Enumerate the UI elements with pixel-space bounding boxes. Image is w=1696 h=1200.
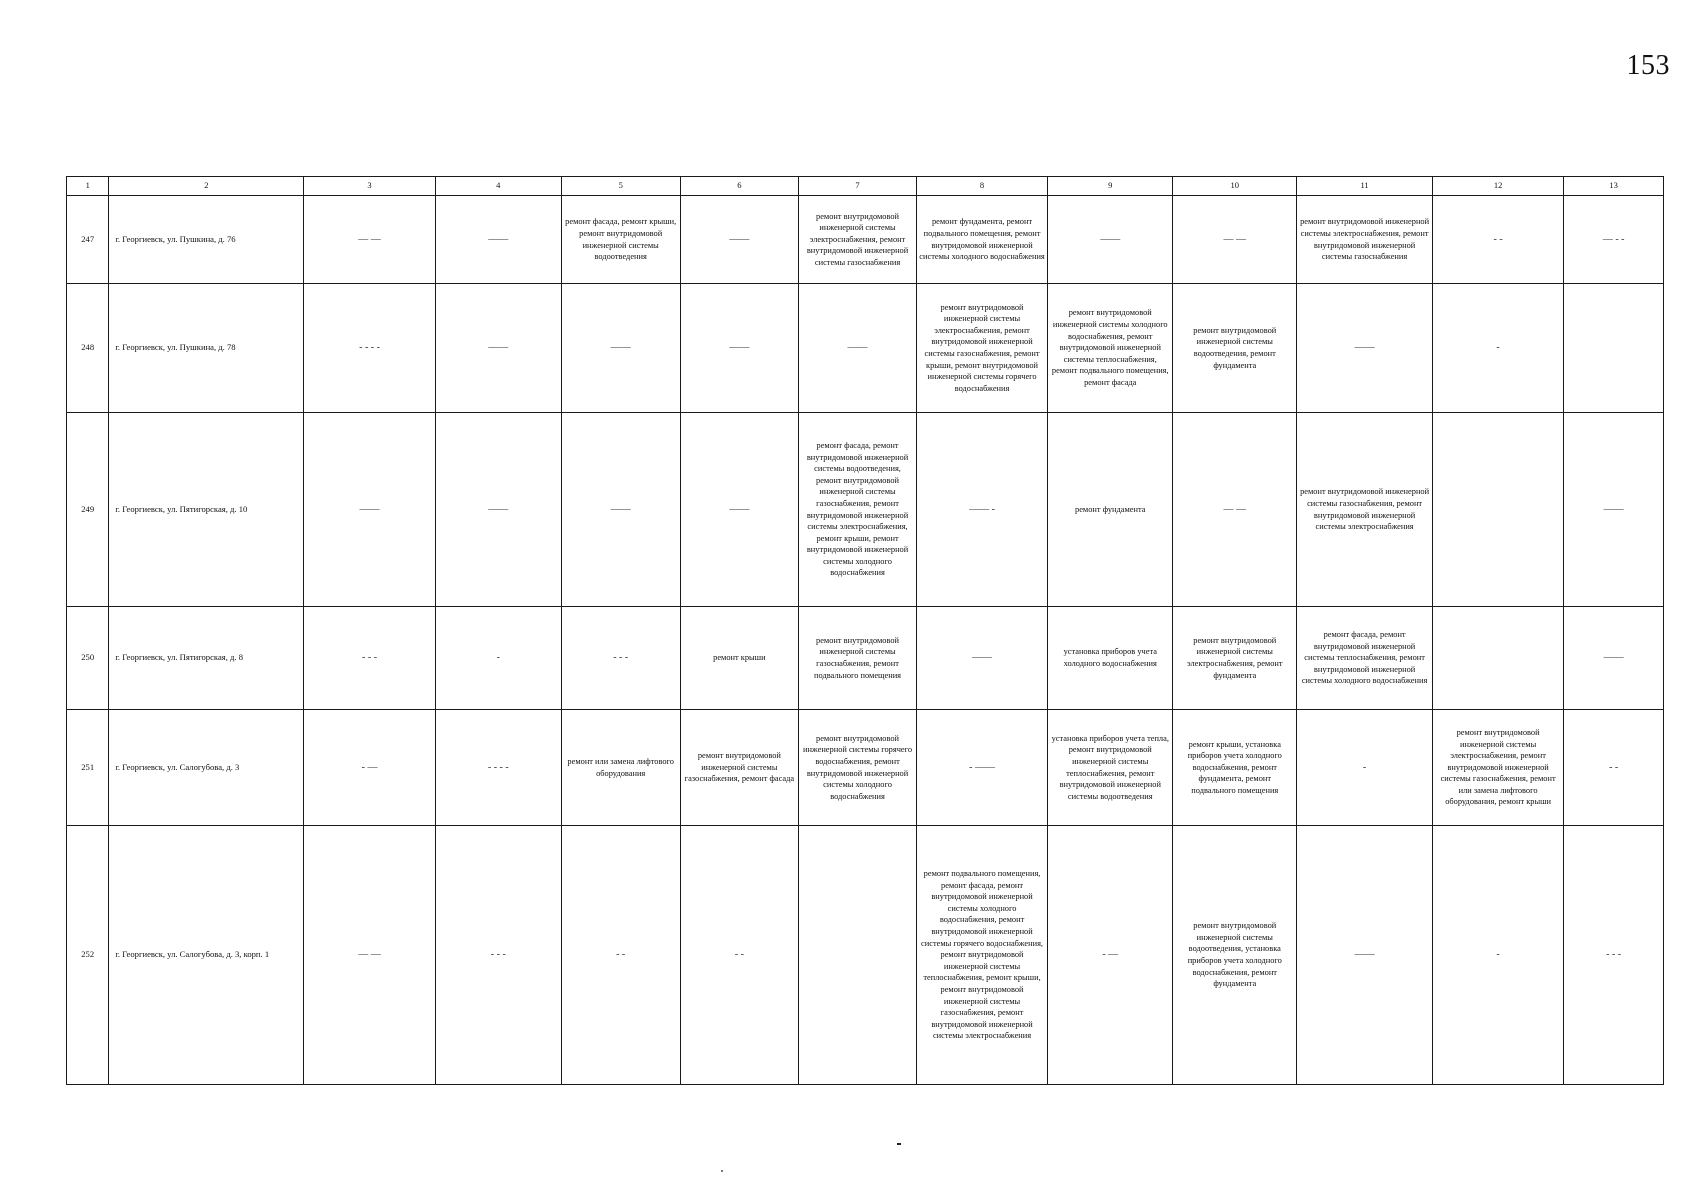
- table-cell: ремонт внутридомовой инженерной системы газоснабжения, ремонт подвального помещения: [799, 607, 917, 710]
- page-number: 153: [1626, 50, 1670, 81]
- column-header: 12: [1432, 177, 1563, 196]
- table-cell: ремонт фасада, ремонт крыши, ремонт внутридомовой инженерной системы водоотведения: [561, 196, 680, 284]
- table-cell: ремонт внутридомовой инженерной системы горячего водоснабжения, ремонт внутридомовой инженерной системы холодного водоснабжения: [799, 710, 917, 826]
- table-cell: ремонт фундамента: [1048, 413, 1173, 607]
- table-cell: ——: [1048, 196, 1173, 284]
- table-row: [67, 413, 1664, 607]
- column-header: 3: [304, 177, 435, 196]
- column-header: 13: [1564, 177, 1664, 196]
- row-address: г. Георгиевск, ул. Пятигорская, д. 8: [109, 607, 304, 710]
- table-cell: ——: [1297, 284, 1433, 413]
- row-number: 252: [67, 826, 109, 1085]
- row-address: г. Георгиевск, ул. Пятигорская, д. 10: [109, 413, 304, 607]
- column-header: 7: [799, 177, 917, 196]
- column-header: 10: [1173, 177, 1297, 196]
- table-row: [67, 826, 1664, 1085]
- table-cell: [799, 826, 917, 1085]
- table-cell: — —: [304, 826, 435, 1085]
- table-cell: - -: [1564, 710, 1664, 826]
- table-cell: ——: [304, 413, 435, 607]
- table-cell: -: [435, 607, 561, 710]
- table-cell: ——: [435, 196, 561, 284]
- table-cell: ремонт подвального помещения, ремонт фасада, ремонт внутридомовой инженерной системы холодного водоснабжения, ремонт внутридомовой инженерной системы горячего водоснабжения, ремонт внутридомовой инженерной системы теплоснабжения, ремонт крыши, ремонт внутридомовой инженерной системы газоснабжения, ремонт внутридомовой инженерной системы электроснабжения: [916, 826, 1047, 1085]
- table-cell: ремонт внутридомовой инженерной системы водоотведения, установка приборов учета холодного водоснабжения, ремонт фундамента: [1173, 826, 1297, 1085]
- table-cell: - -: [561, 826, 680, 1085]
- scan-speck: [721, 1170, 723, 1172]
- table-cell: ——: [1564, 607, 1664, 710]
- table-cell: — —: [1173, 413, 1297, 607]
- table-cell: - -: [680, 826, 799, 1085]
- row-number: 250: [67, 607, 109, 710]
- table-cell: — —: [1173, 196, 1297, 284]
- table-row: [67, 196, 1664, 284]
- table-cell: - - -: [435, 826, 561, 1085]
- table-cell: ——: [1297, 826, 1433, 1085]
- table-cell: ——: [435, 413, 561, 607]
- table-cell: ——: [680, 413, 799, 607]
- table-cell: ремонт или замена лифтового оборудования: [561, 710, 680, 826]
- table-cell: ремонт внутридомовой инженерной системы газоснабжения, ремонт фасада: [680, 710, 799, 826]
- table-cell: -: [1432, 826, 1563, 1085]
- column-header: 5: [561, 177, 680, 196]
- column-header: 2: [109, 177, 304, 196]
- table-cell: ремонт внутридомовой инженерной системы холодного водоснабжения, ремонт внутридомовой инженерной системы теплоснабжения, ремонт подвального помещения, ремонт фасада: [1048, 284, 1173, 413]
- column-header: 8: [916, 177, 1047, 196]
- column-header: 9: [1048, 177, 1173, 196]
- table-cell: ——: [680, 284, 799, 413]
- table-cell: - —: [1048, 826, 1173, 1085]
- table-cell: - -: [1432, 196, 1563, 284]
- table-cell: ремонт внутридомовой инженерной системы газоснабжения, ремонт внутридомовой инженерной системы электроснабжения: [1297, 413, 1433, 607]
- table-cell: ——: [561, 413, 680, 607]
- table-cell: - - -: [561, 607, 680, 710]
- table-cell: ——: [799, 284, 917, 413]
- table-cell: - - -: [304, 607, 435, 710]
- table-cell: [1432, 607, 1563, 710]
- table-cell: — —: [304, 196, 435, 284]
- table-cell: ремонт крыши: [680, 607, 799, 710]
- table-cell: ремонт крыши, установка приборов учета холодного водоснабжения, ремонт фундамента, ремонт подвального помещения: [1173, 710, 1297, 826]
- table-cell: ремонт фасада, ремонт внутридомовой инженерной системы теплоснабжения, ремонт внутридомовой инженерной системы холодного водоснабжения: [1297, 607, 1433, 710]
- column-header: 6: [680, 177, 799, 196]
- column-header: 11: [1297, 177, 1433, 196]
- table-cell: ремонт внутридомовой инженерной системы водоотведения, ремонт фундамента: [1173, 284, 1297, 413]
- row-address: г. Георгиевск, ул. Салогубова, д. 3: [109, 710, 304, 826]
- table-cell: ——: [435, 284, 561, 413]
- table-cell: - - - -: [435, 710, 561, 826]
- table-cell: ремонт внутридомовой инженерной системы электроснабжения, ремонт внутридомовой инженерной системы газоснабжения, ремонт или замена лифтового оборудования, ремонт крыши: [1432, 710, 1563, 826]
- column-number-row: [67, 177, 1664, 196]
- table-cell: — - -: [1564, 196, 1664, 284]
- table-cell: - - -: [1564, 826, 1664, 1085]
- table-cell: ремонт внутридомовой инженерной системы электроснабжения, ремонт внутридомовой инженерной системы газоснабжения, ремонт крыши, ремонт внутридомовой инженерной системы горячего водоснабжения: [916, 284, 1047, 413]
- table-cell: ремонт внутридомовой инженерной системы электроснабжения, ремонт фундамента: [1173, 607, 1297, 710]
- table-cell: -: [1297, 710, 1433, 826]
- table-cell: —— -: [916, 413, 1047, 607]
- row-number: 249: [67, 413, 109, 607]
- table-cell: - —: [304, 710, 435, 826]
- table-cell: установка приборов учета тепла, ремонт внутридомовой инженерной системы теплоснабжения, ремонт внутридомовой инженерной системы водоотведения: [1048, 710, 1173, 826]
- row-address: г. Георгиевск, ул. Салогубова, д. 3, корп. 1: [109, 826, 304, 1085]
- table-cell: ремонт фундамента, ремонт подвального помещения, ремонт внутридомовой инженерной системы холодного водоснабжения: [916, 196, 1047, 284]
- table-cell: - ——: [916, 710, 1047, 826]
- row-number: 248: [67, 284, 109, 413]
- table-cell: ремонт внутридомовой инженерной системы электроснабжения, ремонт внутридомовой инженерной системы газоснабжения: [799, 196, 917, 284]
- column-header: 4: [435, 177, 561, 196]
- table-cell: -: [1432, 284, 1563, 413]
- row-number: 247: [67, 196, 109, 284]
- column-header: 1: [67, 177, 109, 196]
- table-cell: ремонт внутридомовой инженерной системы электроснабжения, ремонт внутридомовой инженерной системы газоснабжения: [1297, 196, 1433, 284]
- table-cell: - - - -: [304, 284, 435, 413]
- row-address: г. Георгиевск, ул. Пушкина, д. 78: [109, 284, 304, 413]
- repair-schedule-table: [66, 176, 1664, 1085]
- table-cell: ремонт фасада, ремонт внутридомовой инженерной системы водоотведения, ремонт внутридомовой инженерной системы газоснабжения, ремонт внутридомовой инженерной системы электроснабжения, ремонт крыши, ремонт внутридомовой инженерной системы холодного водоснабжения: [799, 413, 917, 607]
- table-row: [67, 284, 1664, 413]
- table-cell: ——: [680, 196, 799, 284]
- table-cell: [1432, 413, 1563, 607]
- table-cell: [1564, 284, 1664, 413]
- row-number: 251: [67, 710, 109, 826]
- table-cell: установка приборов учета холодного водоснабжения: [1048, 607, 1173, 710]
- table-row: [67, 607, 1664, 710]
- table-cell: ——: [561, 284, 680, 413]
- row-address: г. Георгиевск, ул. Пушкина, д. 76: [109, 196, 304, 284]
- table-row: [67, 710, 1664, 826]
- table-cell: ——: [1564, 413, 1664, 607]
- table-cell: ——: [916, 607, 1047, 710]
- scan-speck: [897, 1143, 901, 1145]
